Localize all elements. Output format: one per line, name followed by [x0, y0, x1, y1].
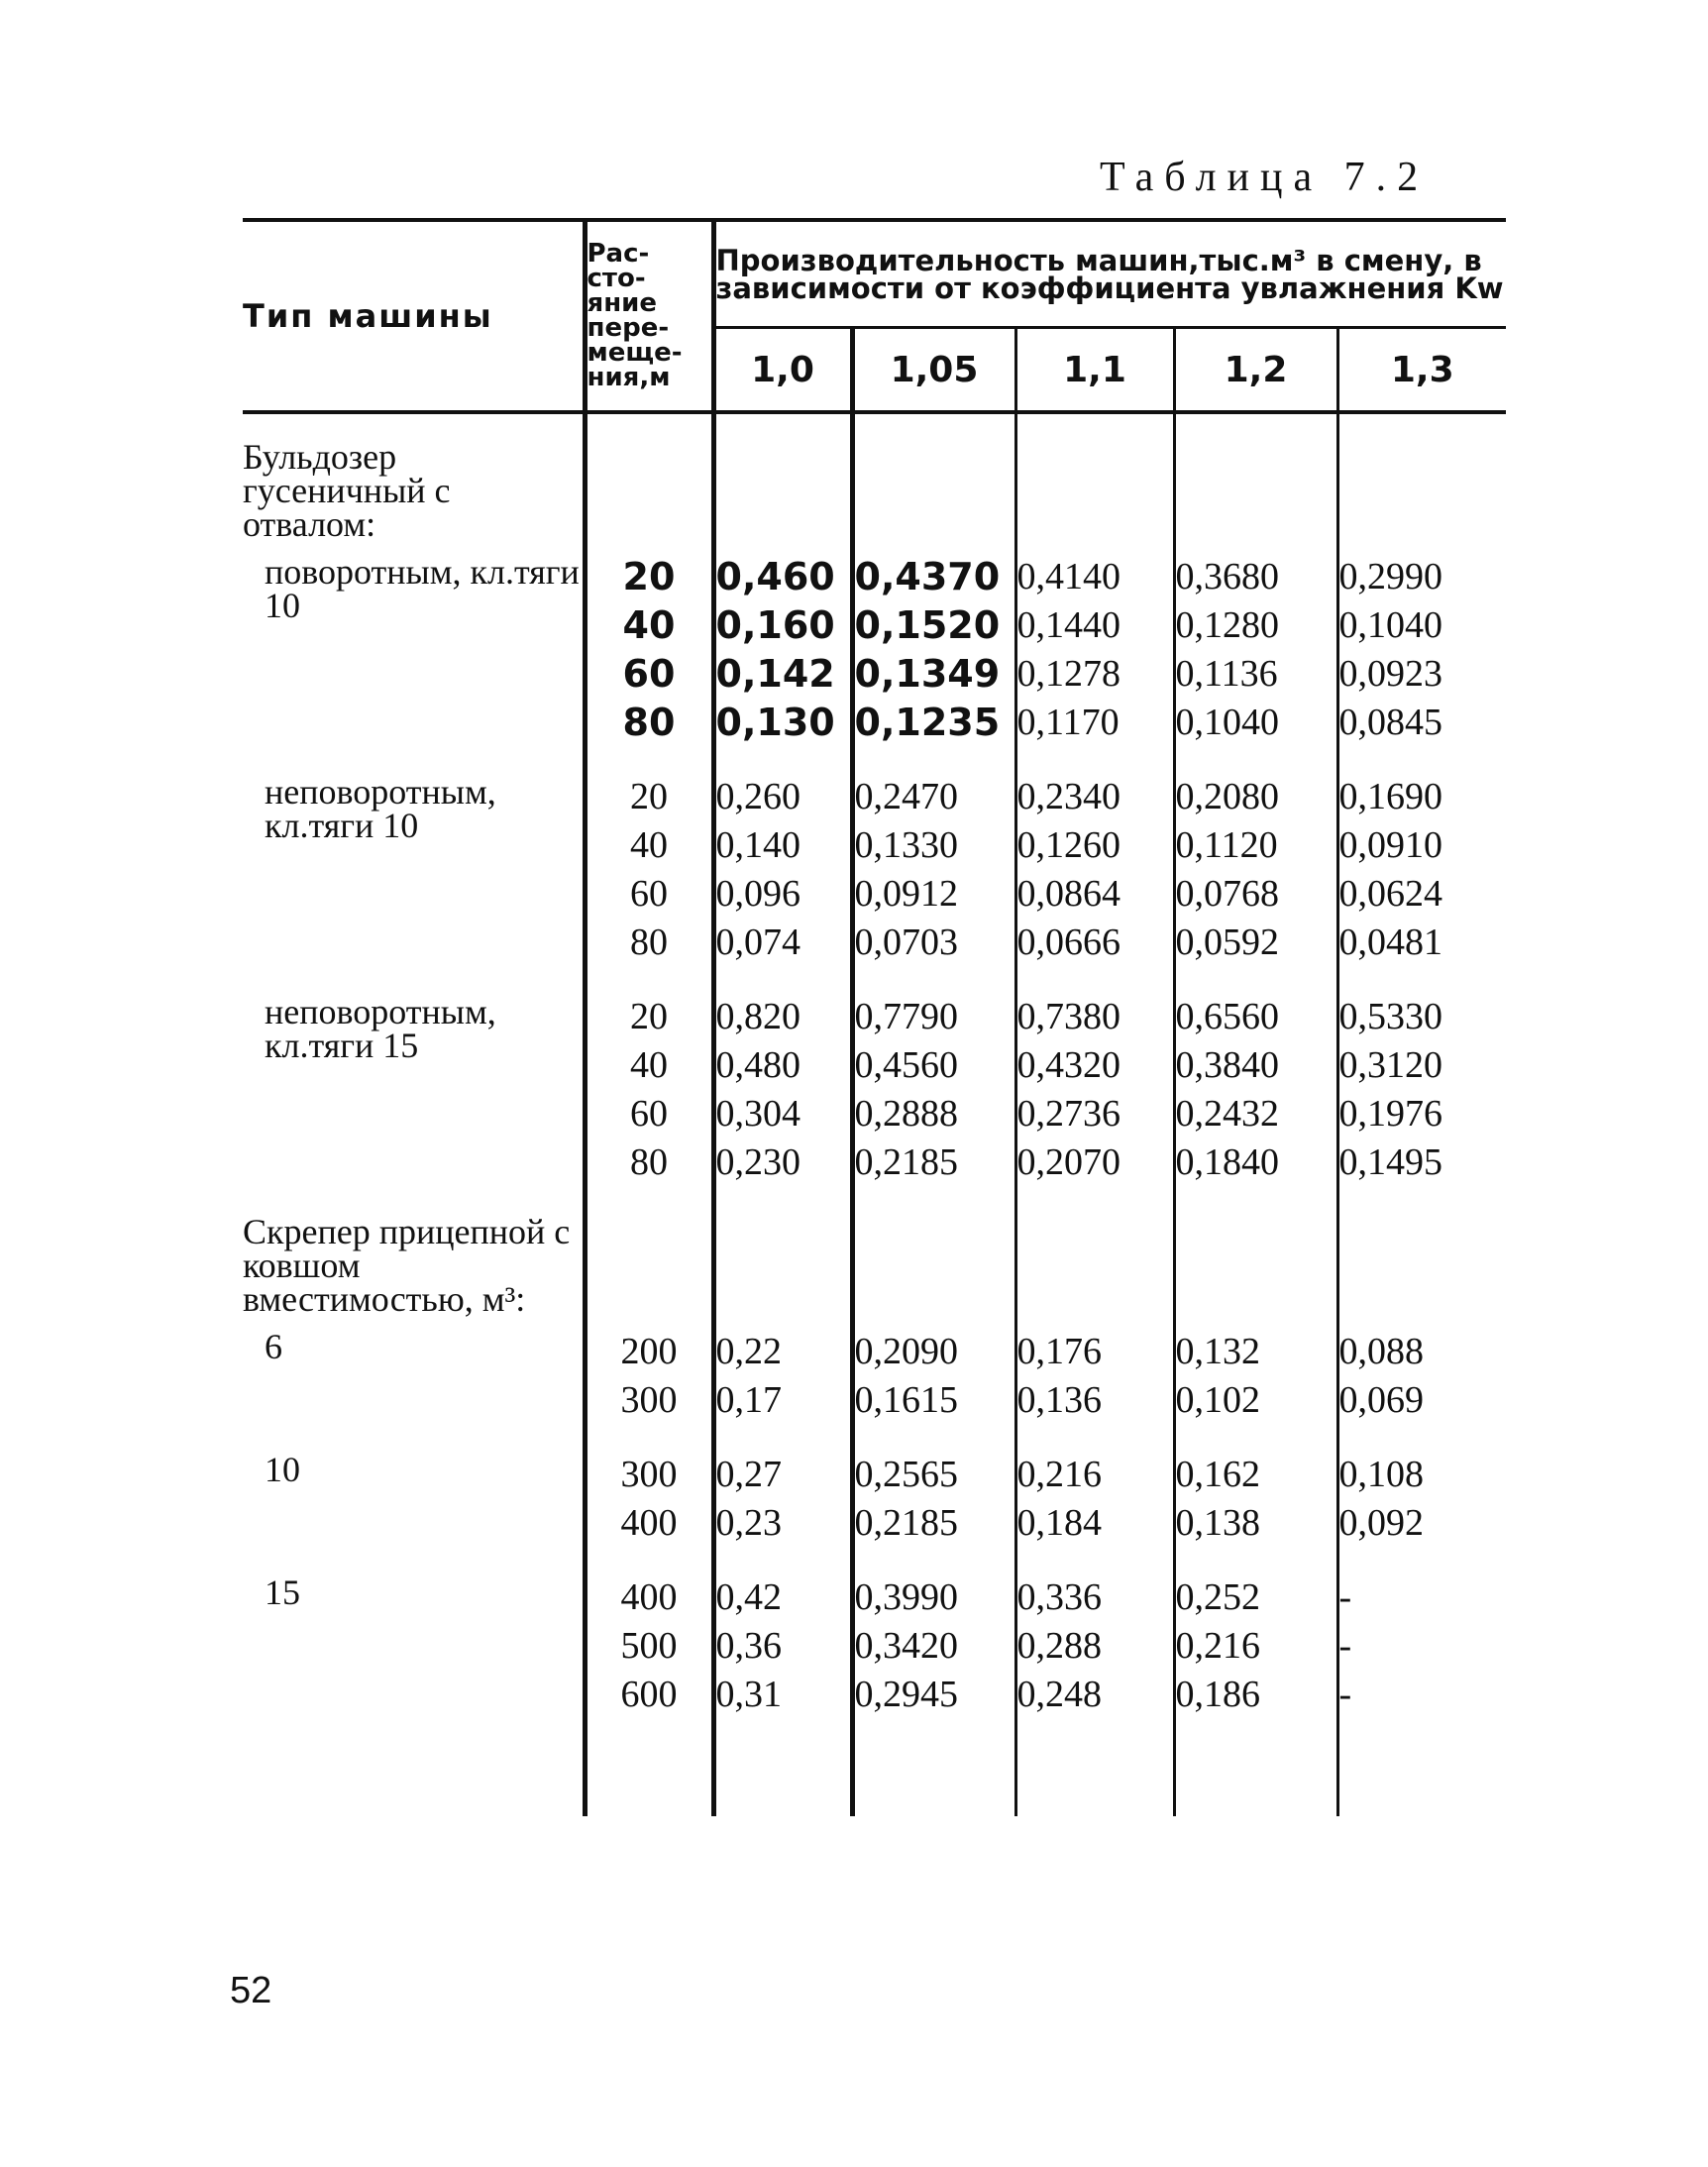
value-cell: 0,0481 — [1337, 921, 1506, 969]
value-cell: 0,1280 — [1174, 603, 1337, 652]
distance-cell: 40 — [585, 1043, 713, 1092]
value-cell — [1337, 969, 1506, 995]
productivity-table — [243, 218, 1506, 1816]
value-cell — [1174, 412, 1337, 440]
group-label: поворотным, кл.тяги 10 — [265, 552, 580, 625]
value-cell — [713, 1427, 852, 1453]
value-cell: 0,252 — [1174, 1575, 1337, 1624]
distance-cell: 20 — [585, 555, 713, 603]
value-cell — [1174, 1747, 1337, 1816]
value-cell — [1015, 1747, 1174, 1816]
distance-cell — [585, 440, 713, 555]
group-label: неповоротным, кл.тяги 15 — [265, 992, 496, 1065]
value-cell: 0,288 — [1015, 1624, 1174, 1673]
distance-cell — [585, 412, 713, 440]
value-cell: 0,3120 — [1337, 1043, 1506, 1092]
header-performance: Производительность машин,тыс.м³ в смену, в зависимости от коэффициента увлажнения Kw — [713, 220, 1506, 328]
value-cell — [1174, 1550, 1337, 1575]
value-cell — [852, 1427, 1015, 1453]
value-cell: 0,3990 — [852, 1575, 1015, 1624]
distance-cell: 80 — [585, 701, 713, 749]
value-cell: 0,7380 — [1015, 995, 1174, 1043]
value-cell: 0,2888 — [852, 1092, 1015, 1140]
distance-cell: 60 — [585, 1092, 713, 1140]
value-cell: 0,0592 — [1174, 921, 1337, 969]
value-cell: 0,108 — [1337, 1453, 1506, 1501]
value-cell: 0,7790 — [852, 995, 1015, 1043]
value-cell — [852, 1215, 1015, 1330]
value-cell: 0,162 — [1174, 1453, 1337, 1501]
value-cell: 0,0845 — [1337, 701, 1506, 749]
value-cell: 0,3420 — [852, 1624, 1015, 1673]
value-cell: 0,2565 — [852, 1453, 1015, 1501]
distance-cell: 400 — [585, 1575, 713, 1624]
value-cell — [1015, 1721, 1174, 1747]
distance-cell: 40 — [585, 823, 713, 872]
spacer-row — [243, 1747, 1506, 1816]
value-cell: 0,304 — [715, 1093, 801, 1135]
value-cell: 0,248 — [1015, 1673, 1174, 1721]
value-cell: 0,260 — [715, 776, 801, 817]
value-cell: 0,1260 — [1015, 823, 1174, 872]
table-row — [243, 1330, 1506, 1378]
value-cell: 0,1349 — [852, 652, 1015, 701]
value-cell: 0,4370 — [852, 555, 1015, 603]
section-title-row — [243, 440, 1506, 555]
spacer-cell — [243, 1721, 585, 1747]
value-cell: 0,140 — [715, 824, 801, 866]
value-cell: 0,136 — [1015, 1378, 1174, 1427]
value-cell: 0,184 — [1015, 1501, 1174, 1550]
value-cell: 0,074 — [715, 921, 801, 963]
value-cell: 0,2070 — [1015, 1140, 1174, 1189]
value-cell: 0,22 — [715, 1331, 782, 1372]
value-cell: 0,4140 — [1015, 555, 1174, 603]
value-cell: 0,31 — [715, 1674, 782, 1715]
group-label: 10 — [265, 1450, 300, 1489]
distance-cell: 20 — [585, 775, 713, 823]
spacer-row — [243, 1550, 1506, 1575]
value-cell: 0,1690 — [1337, 775, 1506, 823]
value-cell — [1174, 1721, 1337, 1747]
value-cell: 0,132 — [1174, 1330, 1337, 1378]
value-cell: 0,1040 — [1174, 701, 1337, 749]
value-cell: 0,1170 — [1015, 701, 1174, 749]
value-cell: 0,138 — [1174, 1501, 1337, 1550]
value-cell — [852, 1721, 1015, 1747]
distance-cell — [585, 1721, 713, 1747]
value-cell — [852, 412, 1015, 440]
value-cell: 0,1615 — [852, 1378, 1015, 1427]
distance-cell: 400 — [585, 1501, 713, 1550]
value-cell: 0,2736 — [1015, 1092, 1174, 1140]
header-machine-type: Тип машины — [243, 220, 585, 412]
value-cell: 0,4320 — [1015, 1043, 1174, 1092]
distance-cell — [585, 1427, 713, 1453]
value-cell: 0,0923 — [1337, 652, 1506, 701]
value-cell: - — [1337, 1575, 1506, 1624]
value-cell: 0,1330 — [852, 823, 1015, 872]
value-cell: 0,480 — [715, 1044, 801, 1086]
value-cell: 0,142 — [715, 652, 835, 696]
value-cell: 0,17 — [715, 1379, 782, 1421]
value-cell — [1015, 969, 1174, 995]
value-cell: 0,1840 — [1174, 1140, 1337, 1189]
value-cell — [713, 412, 852, 440]
distance-cell — [585, 749, 713, 775]
value-cell: 0,2185 — [852, 1501, 1015, 1550]
value-cell — [1337, 1721, 1506, 1747]
value-cell: - — [1337, 1673, 1506, 1721]
value-cell — [713, 1550, 852, 1575]
value-cell: 0,0912 — [852, 872, 1015, 921]
distance-cell: 300 — [585, 1453, 713, 1501]
value-cell: 0,2990 — [1337, 555, 1506, 603]
value-cell: 0,2432 — [1174, 1092, 1337, 1140]
distance-cell — [585, 1550, 713, 1575]
value-cell — [713, 1215, 852, 1330]
value-cell: - — [1337, 1624, 1506, 1673]
value-cell: 0,2470 — [852, 775, 1015, 823]
value-cell — [1174, 969, 1337, 995]
value-cell: 0,1440 — [1015, 603, 1174, 652]
value-cell — [1015, 1427, 1174, 1453]
group-label: 6 — [265, 1327, 282, 1366]
value-cell: 0,460 — [715, 555, 835, 598]
value-cell — [1015, 412, 1174, 440]
value-cell — [713, 969, 852, 995]
value-cell: 0,230 — [715, 1141, 801, 1183]
value-cell — [713, 440, 852, 555]
value-cell: 0,1120 — [1174, 823, 1337, 872]
distance-cell: 60 — [585, 652, 713, 701]
group-label: неповоротным, кл.тяги 10 — [265, 772, 496, 845]
table-header — [243, 220, 1506, 412]
value-cell: 0,2185 — [852, 1140, 1015, 1189]
value-cell: 0,069 — [1337, 1378, 1506, 1427]
value-cell — [1174, 1427, 1337, 1453]
header-k-value: 1,3 — [1337, 328, 1506, 413]
value-cell — [1337, 1427, 1506, 1453]
value-cell: 0,102 — [1174, 1378, 1337, 1427]
spacer-row — [243, 1427, 1506, 1453]
value-cell — [1015, 1550, 1174, 1575]
spacer-row — [243, 412, 1506, 440]
spacer-cell — [243, 412, 585, 440]
table-row — [243, 555, 1506, 603]
value-cell: 0,336 — [1015, 1575, 1174, 1624]
value-cell — [1337, 749, 1506, 775]
value-cell: 0,0768 — [1174, 872, 1337, 921]
value-cell: 0,1040 — [1337, 603, 1506, 652]
value-cell — [713, 1721, 852, 1747]
distance-cell — [585, 1215, 713, 1330]
value-cell: 0,4560 — [852, 1043, 1015, 1092]
value-cell — [1015, 1189, 1174, 1215]
distance-cell — [585, 1747, 713, 1816]
table-row — [243, 1453, 1506, 1501]
value-cell: 0,176 — [1015, 1330, 1174, 1378]
value-cell: 0,2090 — [852, 1330, 1015, 1378]
header-k-value: 1,05 — [852, 328, 1015, 413]
distance-cell: 40 — [585, 603, 713, 652]
value-cell: 0,096 — [715, 873, 801, 915]
value-cell — [713, 1189, 852, 1215]
value-cell — [852, 440, 1015, 555]
value-cell: 0,5330 — [1337, 995, 1506, 1043]
value-cell: 0,186 — [1174, 1673, 1337, 1721]
spacer-row — [243, 1721, 1506, 1747]
value-cell — [1337, 1550, 1506, 1575]
value-cell: 0,23 — [715, 1502, 782, 1544]
value-cell: 0,42 — [715, 1576, 782, 1618]
value-cell: 0,1278 — [1015, 652, 1174, 701]
distance-cell — [585, 969, 713, 995]
header-distance: Рас- сто- яние пере- меще- ния,м — [585, 220, 713, 412]
header-k-value: 1,2 — [1174, 328, 1337, 413]
table-caption: Таблица 7.2 — [1100, 155, 1430, 200]
value-cell: 0,2080 — [1174, 775, 1337, 823]
value-cell: 0,0910 — [1337, 823, 1506, 872]
value-cell — [713, 1747, 852, 1816]
header-k-value: 1,0 — [713, 328, 852, 413]
value-cell: 0,3840 — [1174, 1043, 1337, 1092]
value-cell: 0,3680 — [1174, 555, 1337, 603]
header-k-value: 1,1 — [1015, 328, 1174, 413]
distance-cell — [585, 1189, 713, 1215]
value-cell: 0,216 — [1015, 1453, 1174, 1501]
value-cell: 0,2945 — [852, 1673, 1015, 1721]
value-cell: 0,1235 — [852, 701, 1015, 749]
table-body — [243, 412, 1506, 1816]
value-cell: 0,6560 — [1174, 995, 1337, 1043]
page-number: 52 — [230, 1970, 272, 2011]
value-cell — [1174, 1215, 1337, 1330]
value-cell — [852, 749, 1015, 775]
value-cell — [713, 749, 852, 775]
value-cell — [852, 1550, 1015, 1575]
value-cell: 0,36 — [715, 1625, 782, 1667]
table-row — [243, 775, 1506, 823]
value-cell — [1015, 749, 1174, 775]
distance-cell: 80 — [585, 1140, 713, 1189]
distance-cell: 60 — [585, 872, 713, 921]
distance-cell: 300 — [585, 1378, 713, 1427]
value-cell — [1174, 1189, 1337, 1215]
value-cell — [852, 1189, 1015, 1215]
value-cell — [1337, 1747, 1506, 1816]
section-title: Скрепер прицепной с ковшом вместимостью, м³: — [243, 1212, 571, 1319]
section-title-row — [243, 1215, 1506, 1330]
table-row — [243, 995, 1506, 1043]
group-label: 15 — [265, 1572, 300, 1612]
value-cell — [1174, 440, 1337, 555]
value-cell — [1174, 749, 1337, 775]
distance-cell: 500 — [585, 1624, 713, 1673]
value-cell: 0,130 — [715, 701, 835, 744]
value-cell: 0,1976 — [1337, 1092, 1506, 1140]
spacer-cell — [243, 1747, 585, 1816]
value-cell — [852, 1747, 1015, 1816]
value-cell: 0,1520 — [852, 603, 1015, 652]
value-cell: 0,160 — [715, 603, 835, 647]
distance-cell: 200 — [585, 1330, 713, 1378]
value-cell: 0,0666 — [1015, 921, 1174, 969]
value-cell — [1337, 1215, 1506, 1330]
value-cell: 0,820 — [715, 996, 801, 1037]
value-cell: 0,092 — [1337, 1501, 1506, 1550]
value-cell: 0,0864 — [1015, 872, 1174, 921]
table-row — [243, 1575, 1506, 1624]
value-cell — [1337, 440, 1506, 555]
value-cell — [1337, 1189, 1506, 1215]
value-cell — [1015, 440, 1174, 555]
value-cell: 0,0703 — [852, 921, 1015, 969]
distance-cell: 80 — [585, 921, 713, 969]
value-cell — [1337, 412, 1506, 440]
section-title: Бульдозер гусеничный с отвалом: — [243, 437, 451, 544]
value-cell: 0,1495 — [1337, 1140, 1506, 1189]
value-cell: 0,27 — [715, 1454, 782, 1495]
value-cell: 0,2340 — [1015, 775, 1174, 823]
value-cell: 0,088 — [1337, 1330, 1506, 1378]
distance-cell: 600 — [585, 1673, 713, 1721]
value-cell: 0,0624 — [1337, 872, 1506, 921]
distance-cell: 20 — [585, 995, 713, 1043]
value-cell: 0,216 — [1174, 1624, 1337, 1673]
value-cell — [1015, 1215, 1174, 1330]
value-cell — [852, 969, 1015, 995]
value-cell: 0,1136 — [1174, 652, 1337, 701]
